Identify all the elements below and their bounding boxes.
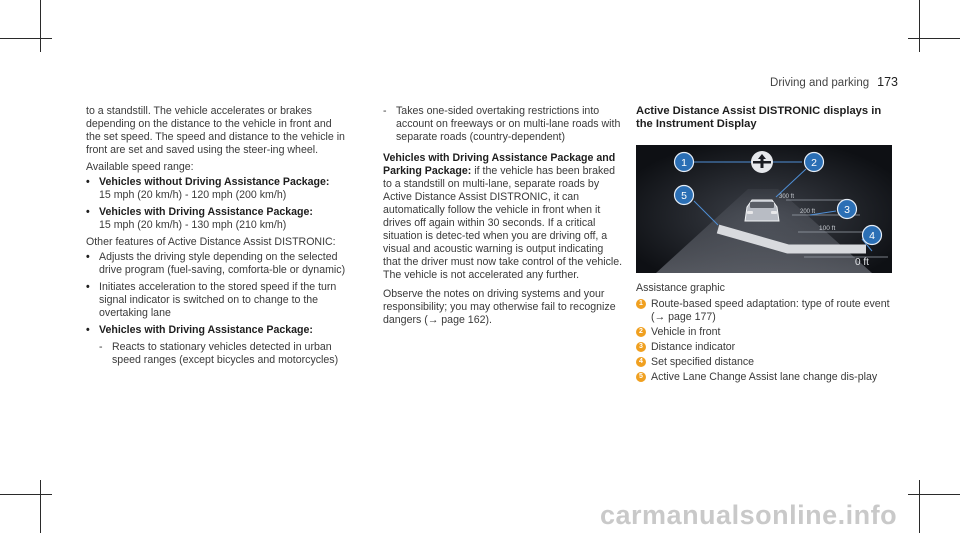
package-item — [86, 324, 348, 337]
sub-item-text: Takes one-sided overtaking restrictions into account on freeways or on multi-lane roads with separate roads (country-dependent) — [396, 105, 621, 143]
available-speed-label: Available speed range: — [86, 161, 194, 173]
legend-text: Distance indicator — [651, 341, 736, 353]
right-column — [636, 105, 892, 386]
legend-text: Route-based speed adaptation: type of route event (→ page 177) — [651, 298, 890, 323]
callout-number: 1 — [681, 157, 687, 169]
crop-mark — [919, 0, 920, 52]
legend-number: 3 — [636, 342, 646, 352]
section-title: Driving and parking — [770, 77, 870, 89]
legend-number: 2 — [636, 327, 646, 337]
feature-item — [86, 251, 348, 277]
bullet: • — [86, 251, 90, 263]
bullet: • — [86, 281, 90, 293]
callout-number: 3 — [844, 204, 850, 216]
other-features-label: Other features of Active Distance Assist DISTRONIC: — [86, 236, 336, 248]
speed-item-title: Vehicles without Driving Assistance Package: — [99, 176, 330, 188]
crop-mark — [0, 494, 52, 495]
callout-badge — [675, 186, 694, 205]
distance-label: 0 ft — [855, 257, 869, 268]
sub-item — [99, 341, 348, 367]
assistance-graphic — [636, 145, 892, 273]
observe-paragraph: Observe the notes on driving systems and your responsibility; you may otherwise fail to recognize dangers (→ page 162). — [383, 288, 616, 326]
speed-item — [86, 176, 348, 202]
legend-text: Set specified distance — [651, 356, 755, 368]
crop-mark — [919, 480, 920, 533]
crop-mark — [40, 0, 41, 52]
callout-badge — [805, 153, 824, 172]
distance-label: 300 ft — [779, 194, 795, 200]
crop-mark — [40, 480, 41, 533]
page-header — [770, 75, 898, 89]
distance-label: 200 ft — [800, 209, 816, 215]
legend-text: Vehicle in front — [651, 326, 721, 338]
sub-item-text: Reacts to stationary vehicles detected in urban speed ranges (except bicycles and motorcycles) — [112, 341, 339, 366]
speed-item — [86, 206, 348, 232]
dash: - — [383, 105, 387, 117]
callout-number: 2 — [811, 157, 817, 169]
legend-list — [636, 298, 892, 384]
speed-item-title: Vehicles with Driving Assistance Package: — [99, 206, 313, 218]
speed-item-value: 15 mph (20 km/h) - 120 mph (200 km/h) — [99, 189, 287, 201]
callout-badge — [838, 200, 857, 219]
callout-badge — [675, 153, 694, 172]
bullet: • — [86, 206, 90, 218]
feature-text: Initiates acceleration to the stored speed if the turn signal indicator is switched on to change to the overtaking lane — [99, 281, 337, 319]
parking-package-title: Vehicles with Driving Assistance Package and Parking Package: — [383, 152, 616, 177]
dash: - — [99, 341, 103, 353]
crop-mark — [0, 38, 52, 39]
section-heading: Active Distance Assist DISTRONIC displays in the Instrument Display — [636, 105, 882, 130]
legend-item — [636, 356, 892, 369]
callout-number: 4 — [869, 230, 875, 242]
bullet: • — [86, 176, 90, 188]
bullet: • — [86, 324, 90, 336]
legend-item — [636, 298, 892, 324]
distance-label: 100 ft — [819, 225, 836, 232]
crop-mark — [908, 494, 960, 495]
package-title: Vehicles with Driving Assistance Package: — [99, 324, 313, 336]
legend-item — [636, 371, 892, 384]
speed-item-value: 15 mph (20 km/h) - 130 mph (210 km/h) — [99, 219, 287, 231]
callout-badge — [863, 226, 882, 245]
middle-column — [383, 105, 623, 331]
page-number: 173 — [877, 75, 898, 89]
route-event-icon — [751, 151, 773, 173]
callout-number: 5 — [681, 190, 687, 202]
sub-item — [383, 105, 623, 144]
car-front-icon — [745, 200, 779, 221]
legend-item — [636, 326, 892, 339]
parking-package-text: if the vehicle has been braked to a standstill on multi-lane, separate roads by Active Distance Assist DISTRONIC, it can automatically follow the vehicle in front when it drives off again within 30 seconds. If a critical situation is detec-ted when you are driving off, a visual and acoustic warning is output indicating that the driver must now take control of the vehicle. The vehicle is not accelerated any further. — [383, 165, 623, 281]
legend-item — [636, 341, 892, 354]
graphic-caption: Assistance graphic — [636, 282, 725, 294]
feature-item — [86, 281, 348, 320]
legend-number: 1 — [636, 299, 646, 309]
parking-package-paragraph — [383, 152, 623, 282]
legend-number: 5 — [636, 372, 646, 382]
watermark: carmanualsonline.info — [600, 500, 898, 530]
left-column — [86, 105, 348, 371]
crop-mark — [908, 38, 960, 39]
legend-number: 4 — [636, 357, 646, 367]
intro-paragraph: to a standstill. The vehicle accelerates or brakes depending on the distance to the vehicle in front and the set speed. The speed and distance to the vehicle in front are set and saved using the steer-ing wheel. — [86, 105, 345, 156]
legend-text: Active Lane Change Assist lane change dis-play — [651, 371, 878, 383]
feature-text: Adjusts the driving style depending on the selected drive program (fuel-saving, comforta-ble or dynamic) — [99, 251, 346, 276]
